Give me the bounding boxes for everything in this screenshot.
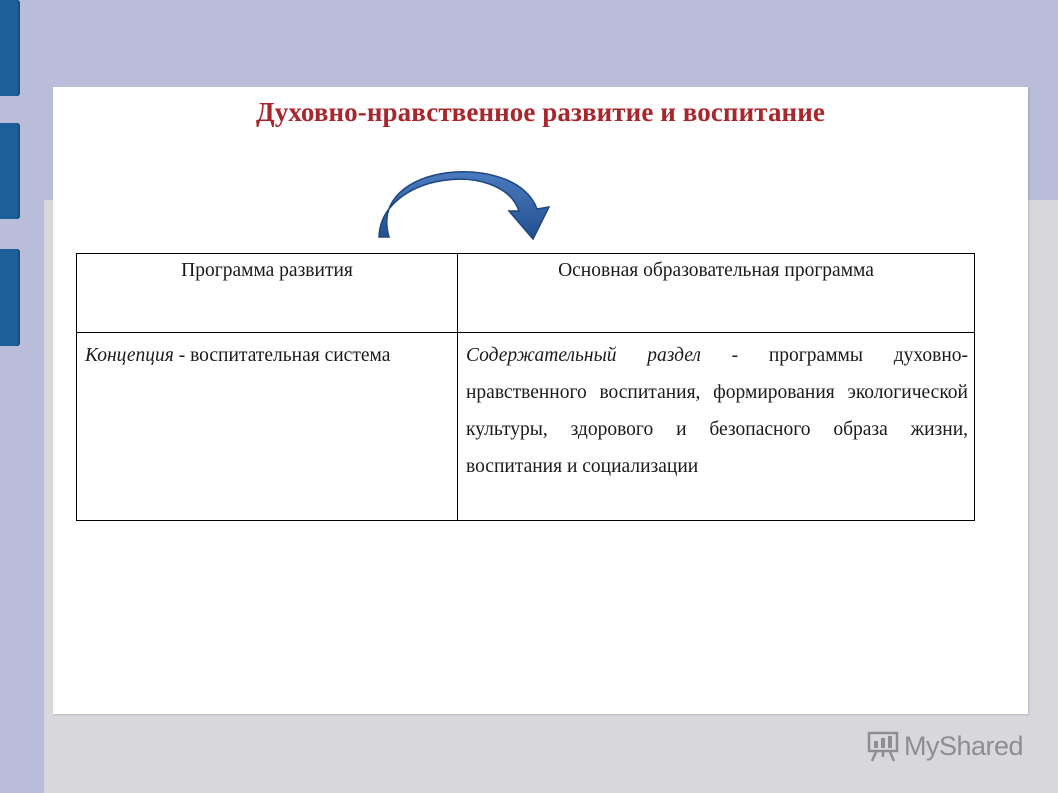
table-header-row <box>77 254 975 333</box>
slide <box>53 87 1028 714</box>
concept-term: Концепция <box>85 345 174 366</box>
header-development-program: Программа развития <box>77 254 458 333</box>
program-table <box>76 253 975 521</box>
left-background-strip <box>0 0 44 793</box>
curved-arrow-icon <box>371 169 561 259</box>
slide-title: Духовно-нравственное развитие и воспитание <box>256 97 825 127</box>
concept-cell <box>77 333 458 521</box>
concept-text: воспитательная система <box>190 345 391 366</box>
table-row <box>77 333 975 521</box>
side-tab-3 <box>0 249 20 346</box>
side-tab-1 <box>0 0 20 96</box>
side-tab-2 <box>0 123 20 219</box>
myshared-watermark <box>866 729 1023 763</box>
content-section-cell <box>458 333 975 521</box>
content-section-term: Содержательный раздел <box>466 345 701 366</box>
presentation-board-icon <box>866 730 900 762</box>
header-main-educational-program: Основная образовательная программа <box>458 254 975 333</box>
content-section-dash: - <box>700 345 769 366</box>
concept-dash: - <box>173 345 191 366</box>
content-section-text: программы духовно-нравственного воспитания, формирования экологической культуры, здорового и безопасного образа жизни, воспитания и социализации <box>466 345 969 477</box>
watermark-text: MyShared <box>904 730 1024 761</box>
